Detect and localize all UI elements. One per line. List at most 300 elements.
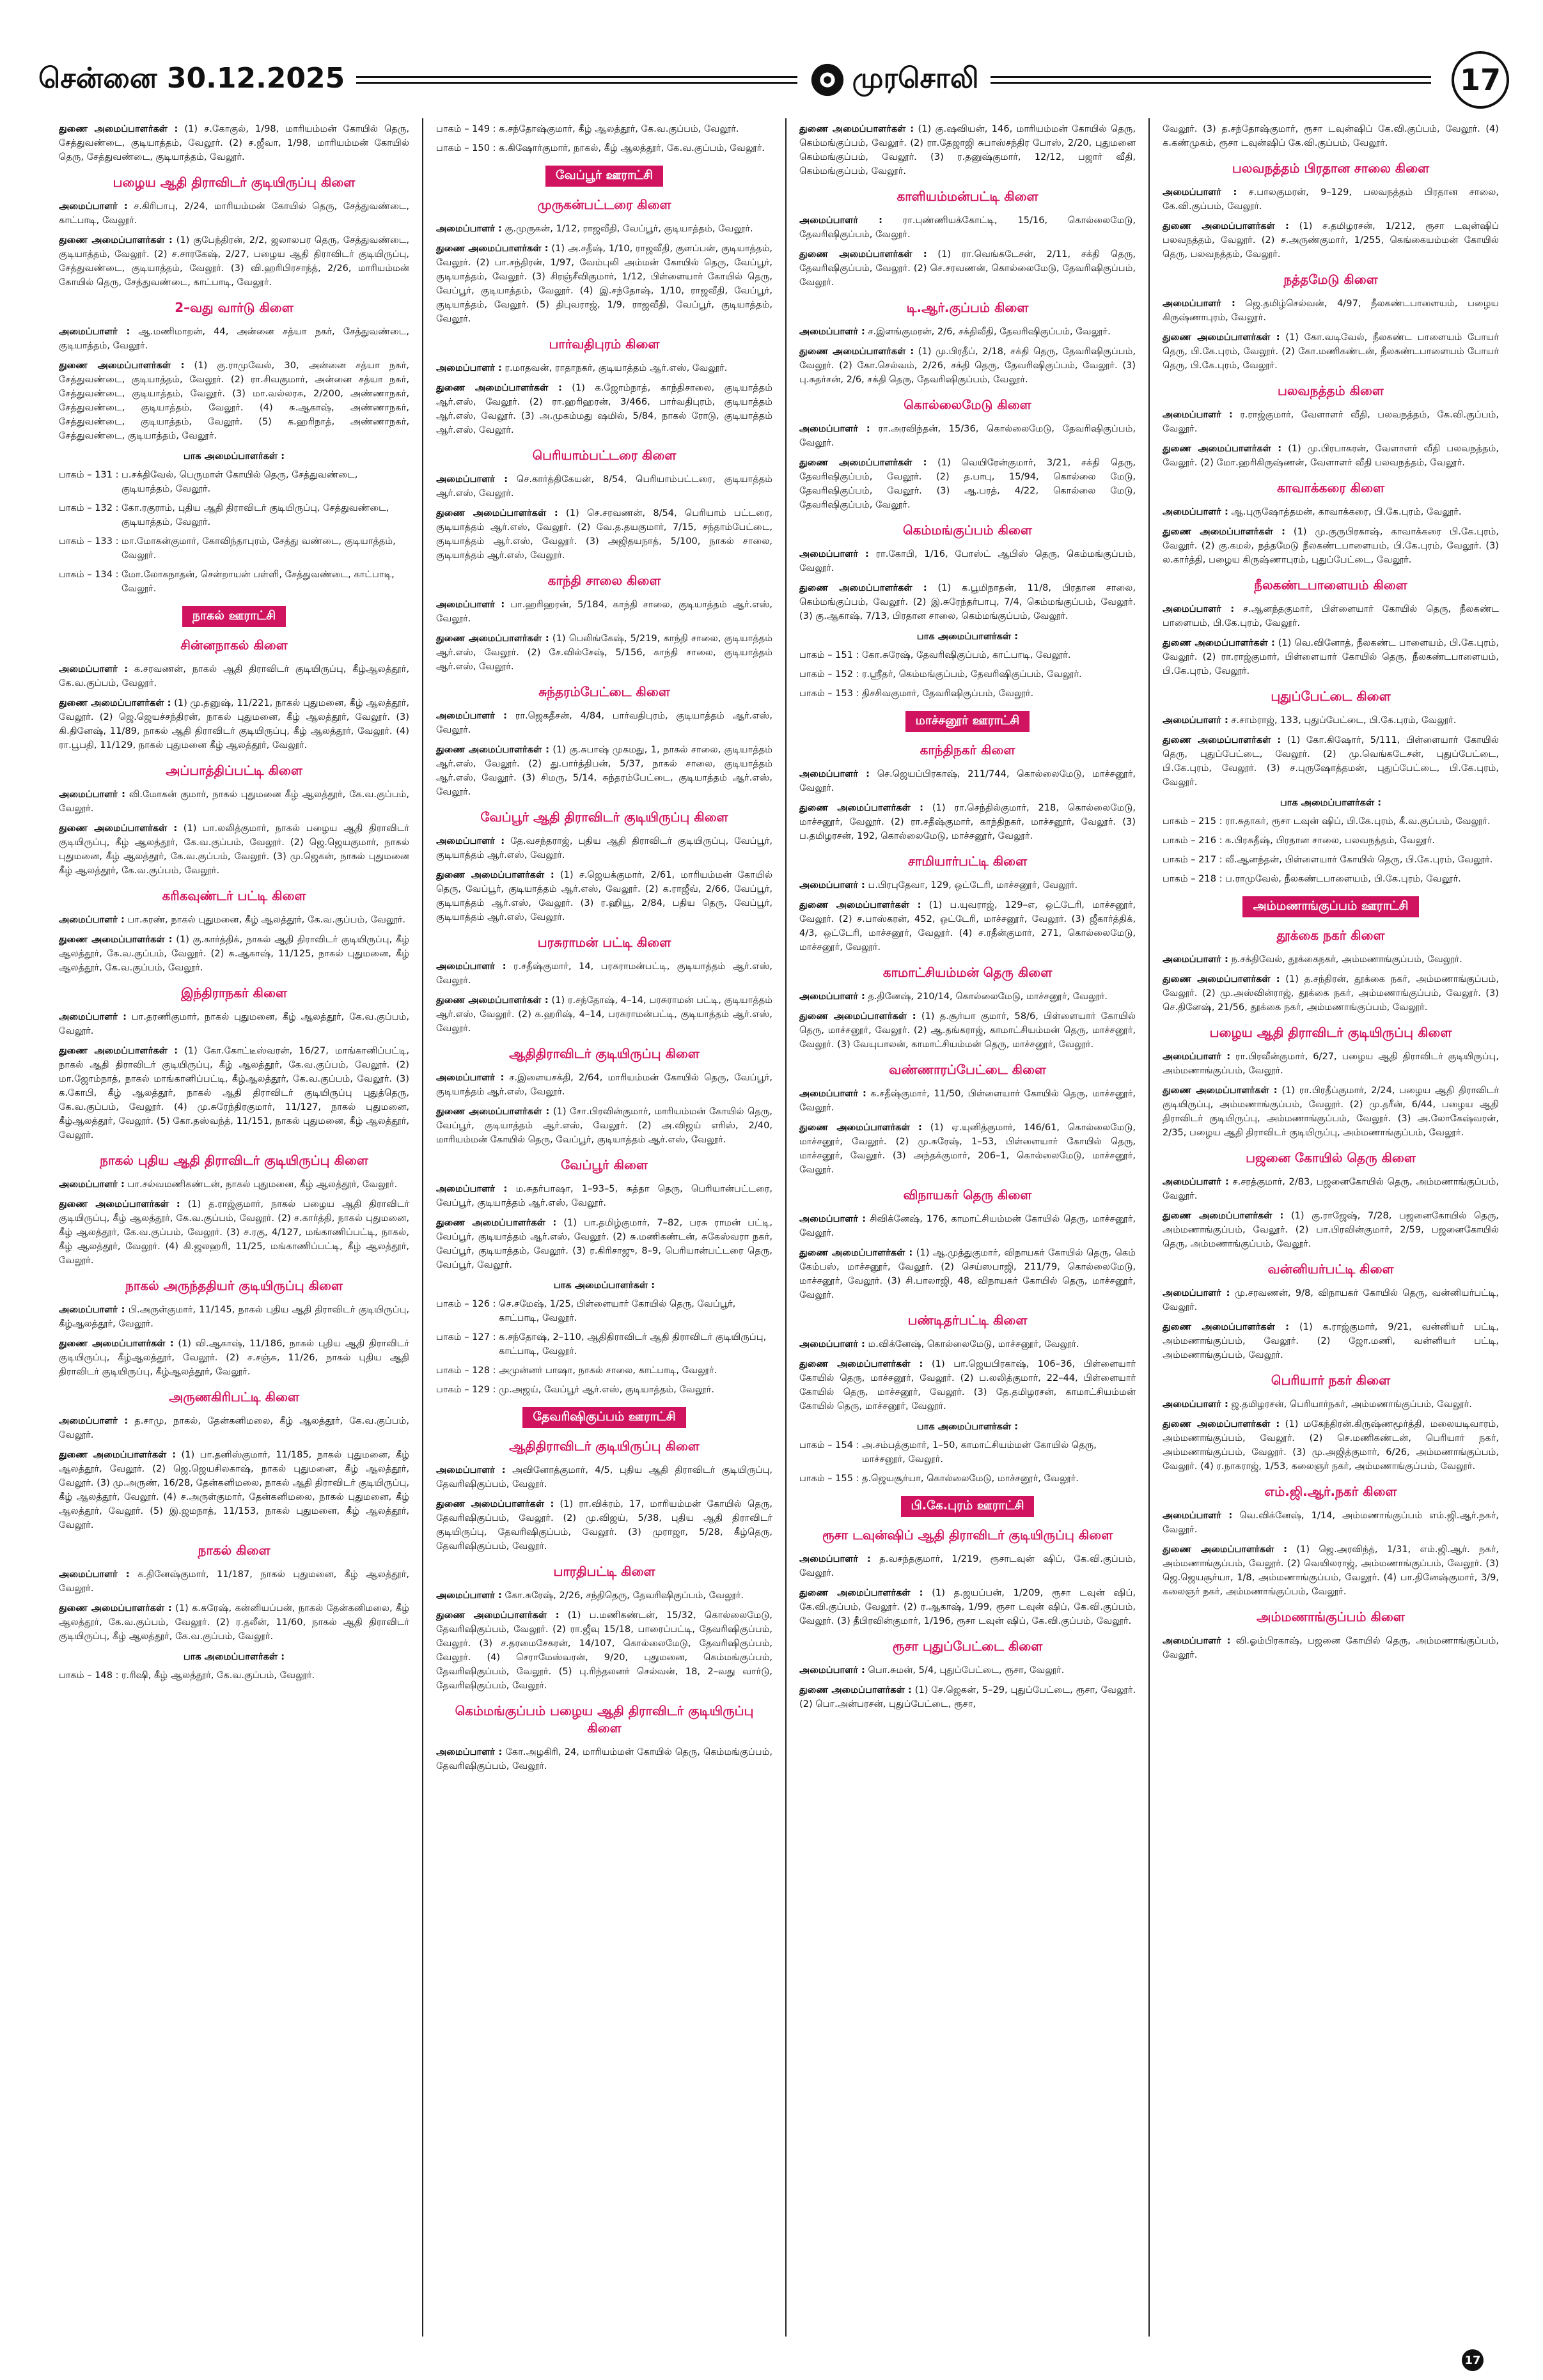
branch-heading: பழைய ஆதி திராவிடர் குடியிருப்பு கிளை xyxy=(113,175,356,190)
booth-label: பாகம் – 151 : xyxy=(799,649,859,660)
member-entry xyxy=(1163,505,1499,519)
section-subheading: பாக அமைப்பாளர்கள் : xyxy=(916,1421,1019,1432)
role-label: அமைப்பாளர் : xyxy=(799,1553,871,1564)
masthead-rule-right xyxy=(991,76,1431,84)
member-entry xyxy=(1163,185,1499,214)
member-details: பா.கரண், நாகல் புதுமனை, கீழ் ஆலத்தூர், கே.வ.குப்பம், வேலூர். xyxy=(127,914,405,925)
booth-details: அமுன்னர் பாஷா, நாகல் சாலை, காட்பாடி, வேலூர். xyxy=(499,1365,717,1376)
member-entry xyxy=(436,709,772,737)
member-details: ச.இளையசக்தி, 2/64, மாரியம்மன் கோயில் தெரு, வேப்பூர், குடியாத்தம் ஆர்.எஸ், வேலூர். xyxy=(436,1072,773,1097)
member-entry xyxy=(436,1497,772,1553)
member-details: ர.ராஜ்குமார், வேளாளர் வீதி, பலவநத்தம், கே.வி.குப்பம், வேலூர். xyxy=(1163,409,1500,434)
role-label: அமைப்பாளர் : xyxy=(799,991,865,1002)
booth-details: மா.மோகன்குமார், கோவிந்தாபுரம், சேத்து வண்டை, குடியாத்தம், வேலூர். xyxy=(121,536,396,561)
booth-details: மு.அஜய், வேப்பூர் ஆர்.எஸ், குடியாத்தம், வேலூர். xyxy=(499,1384,714,1395)
booth-details: வீ.ஆனந்தன், பிள்ளையார் கோயில் தெரு, பி.கே.புரம், வேலூர். xyxy=(1225,854,1493,865)
member-details: (1) மகேந்திரன்.கிருஷ்ணமூர்த்தி, மலையடிவாரம், அம்மணாங்குப்பம், வேலூர். (2) செ.மணிகண்டன், பெரியார் நகர், அம்மணாங்குப்பம், வேலூர். (3) மு.அஜித்குமார், 6/26, அம்மணாங்குப்பம், வேலூர். (4) ர.நாகராஜ், 1/53, கலைஞர் நகர், அம்மணாங்குப்பம், வேலூர். xyxy=(1163,1419,1500,1472)
member-details: ஆ.மணிமாறன், 44, அன்னை சத்யா நகர், சேத்துவண்டை, குடியாத்தம், வேலூர். xyxy=(59,326,410,351)
member-details: (1) கு.ராமுவேல், 30, அன்னை சத்யா நகர், சேத்துவண்டை, குடியாத்தம், வேலூர். (2) ரா.சிவகுமார், அன்னை சத்யா நகர், சேத்துவண்டை, குடியாத்தம், வேலூர். (3) மா.வல்லரசு, 2/200, அண்ணாநகர், சேத்துவண்டை, குடியாத்தம், வேலூர். (4) சு.ஆகாஷ், அண்ணாநகர், சேத்துவண்டை, குடியாத்தம், வேலூர். (5) க.ஹரிநாத், அண்ணாநகர், சேத்துவண்டை, குடியாத்தம், வேலூர். xyxy=(59,360,409,441)
booth-entry xyxy=(436,1364,772,1378)
member-details: க.சரவணன், நாகல் ஆதி திராவிடர் குடியிருப்பு, கீழ்ஆலத்தூர், கே.வ.குப்பம், வேலூர். xyxy=(59,664,410,688)
member-details: ர.மாதவன், ராதாநகர், குடியாத்தம் ஆர்.எஸ், வேலூர். xyxy=(505,362,728,373)
booth-entry xyxy=(1163,834,1499,848)
role-label: துணை அமைப்பாளர்கள் : xyxy=(799,899,921,910)
member-details: ப.பிரபுதேவா, 129, ஒட்டேரி, மாச்சனூர், வேலூர். xyxy=(868,880,1078,891)
member-details: (1) ச.ஜெயக்குமார், 2/61, மாரியம்மன் கோயில் தெரு, வேப்பூர், குடியாத்தம் ஆர்.எஸ், வேலூர். (2) க.ராஜீவ், 2/66, வேப்பூர், குடியாத்தம் ஆர்.எஸ், வேலூர். (3) ர.ஹியூ, 2/84, பதிய தெரு, வேப்பூர், குடியாத்தம் ஆர்.எஸ், வேலூர். xyxy=(436,869,773,922)
panchayat-banner xyxy=(1163,896,1499,917)
role-label: துணை அமைப்பாளர்கள் : xyxy=(799,1011,916,1022)
role-label: துணை அமைப்பாளர்கள் : xyxy=(1163,1544,1287,1555)
member-entry xyxy=(59,913,409,927)
role-label: துணை அமைப்பாளர்கள் : xyxy=(799,1247,913,1258)
role-label: அமைப்பாளர் : xyxy=(59,1011,127,1022)
section-subheading: பாக அமைப்பாளர்கள் : xyxy=(916,631,1019,642)
member-entry xyxy=(799,1337,1136,1351)
booth-label: பாகம் – 215 : xyxy=(1163,816,1223,827)
branch-heading: சாமியார்பட்டி கிளை xyxy=(907,853,1028,869)
member-entry xyxy=(1163,331,1499,373)
booth-entry xyxy=(59,501,409,529)
member-details: ந.சக்திவேல், தூக்கைநகர், அம்மணாங்குப்பம், வேலூர். xyxy=(1231,954,1462,965)
member-entry xyxy=(1163,713,1499,727)
booth-entry xyxy=(436,122,772,136)
role-label: அமைப்பாளர் : xyxy=(799,215,882,226)
member-entry xyxy=(1163,122,1499,150)
member-entry xyxy=(59,1178,409,1192)
member-entry xyxy=(436,1105,772,1147)
role-label: அமைப்பாளர் : xyxy=(799,1665,865,1676)
member-entry xyxy=(1163,297,1499,325)
role-label: அமைப்பாளர் : xyxy=(1163,1176,1229,1187)
booth-details: க.சந்தோஷ்குமார், கீழ் ஆலத்தூர், கே.வ.குப்பம், வேலூர். xyxy=(499,123,739,134)
role-label: அமைப்பாளர் : xyxy=(436,710,507,721)
booth-entry xyxy=(1163,853,1499,867)
paper-name: முரசொலி xyxy=(852,61,979,95)
section-subheading: பாக அமைப்பாளர்கள் : xyxy=(1280,797,1382,808)
member-entry xyxy=(59,199,409,228)
panchayat-banner xyxy=(799,1496,1136,1517)
role-label: துணை அமைப்பாளர்கள் : xyxy=(59,1338,174,1349)
member-entry xyxy=(436,960,772,988)
member-entry xyxy=(59,1601,409,1644)
role-label: அமைப்பாளர் : xyxy=(1163,715,1228,726)
branch-heading: பார்வதிபுரம் கிளை xyxy=(549,336,660,352)
branch-heading: புதுப்பேட்டை கிளை xyxy=(1271,688,1391,704)
role-label: துணை அமைப்பாளர்கள் : xyxy=(799,802,923,813)
member-entry xyxy=(436,222,772,236)
member-details: ஜெ.தமிழ்செல்வன், 4/97, நீலகண்டபாளையம், பழைய கிருஷ்ணாபுரம், வேலூர். xyxy=(1163,298,1499,323)
role-label: துணை அமைப்பாளர்கள் : xyxy=(1163,974,1280,984)
branch-heading: சின்னநாகல் கிளை xyxy=(180,637,288,653)
booth-label: பாகம் – 150 : xyxy=(436,143,496,153)
member-details: (1) பா.தனிஸ்குமார், 11/185, நாகல் புதுமனை, கீழ் ஆலத்தூர், வேலூர். (2) ஜெ.ஜெயசிலகாஷ், நாகல் புதுமனை, கீழ் ஆலத்தூர், வேலூர். (3) மு.அருண், 16/28, தேன்கனிமலை, நாகல் ஆதி திராவிடர் குடியிருப்பு, கீழ் ஆலத்தூர், வேலூர். (4) ச.அருள்குமார், தேன்கனிமலை, நாகல் புதுமனை, கீழ் ஆலத்தூர், வேலூர். (5) இ.ஜமநாத், 11/153, நாகல் புதுமனை, கீழ் ஆலத்தூர், வேலூர். xyxy=(59,1449,409,1530)
branch-heading: ஆதிதிராவிடர் குடியிருப்பு கிளை xyxy=(509,1046,700,1061)
role-label: துணை அமைப்பாளர்கள் : xyxy=(436,1106,550,1117)
member-entry xyxy=(799,547,1136,575)
role-label: துணை அமைப்பாளர்கள் : xyxy=(436,1217,557,1228)
member-entry xyxy=(436,598,772,626)
role-label: துணை அமைப்பாளர்கள் : xyxy=(799,249,927,260)
role-label: துணை அமைப்பாளர்கள் : xyxy=(59,235,173,245)
role-label: அமைப்பாளர் : xyxy=(1163,1287,1230,1298)
article-columns xyxy=(59,118,1512,2337)
member-entry xyxy=(436,242,772,326)
branch-heading: பாரதிபட்டி கிளை xyxy=(553,1564,655,1579)
branch-heading: முருகன்பட்டரை கிளை xyxy=(537,197,671,212)
role-label: துணை அமைப்பாளர்கள் : xyxy=(436,243,549,254)
member-details: (1) கு.ஷவியன், 146, மாரியம்மன் கோயில் தெரு, கெம்மங்குப்பம், வேலூர். (2) ரா.தேஜாஜி சுபாஸ்சந்திர போஸ், 2/20, புதுமனை கெம்மங்குப்பம், வேலூர். (3) ர.தனுஷ்குமார், 12/12, பஜார் வீதி, கெம்மங்குப்பம், வேலூர். xyxy=(799,123,1136,176)
member-entry xyxy=(59,1197,409,1268)
role-label: துணை அமைப்பாளர்கள் : xyxy=(436,995,549,1006)
member-details: (1) கோ.கோட்டீஸ்வரன், 16/27, மாங்கானிப்பட்டி, நாகல் ஆதி திராவிடர் குடியிருப்பு, கீழ் ஆலத்தூர், கே.வ.குப்பம், வேலூர். (2) மா.ஜோம்நாத், நாகல் மாங்கானிப்பட்டி, கீழ்ஆலத்தூர், கே.வ.குப்பம், வேலூர். (3) க.கோபி, கீழ் ஆலத்தூர், நாகல் ஆதி திராவிடர் குடியிருப்பு புதுத்தெரு, கே.வ.குப்பம், வேலூர். (4) மு.சுரேந்திரகுமார், 11/127, நாகல் புதுமனை, கீழ்ஆலத்தூர், வேலூர். (5) கோ.தஸ்வந்த், 11/151, நாகல் புதுமனை, கீழ் ஆலத்தூர், வேலூர். xyxy=(59,1045,409,1140)
branch-heading: பலவநத்தம் கிளை xyxy=(1278,383,1384,398)
footer-page-number: 17 xyxy=(1462,2349,1484,2371)
masthead-rule xyxy=(356,76,797,84)
booth-entry xyxy=(59,468,409,496)
booth-details: செ.சமேஷ், 1/25, பிள்ளையார் கோயில் தெரு, வேப்பூர், காட்பாடி, வேலூர். xyxy=(499,1298,736,1323)
role-label: துணை அமைப்பாளர்கள் : xyxy=(799,1587,923,1598)
branch-heading: காவாக்கரை கிளை xyxy=(1277,480,1384,495)
booth-details: ர.ஸ்ரீதர், கெம்மங்குப்பம், தேவரிஷிகுப்பம், வேலூர். xyxy=(862,669,1082,680)
booth-entry xyxy=(436,141,772,155)
role-label: அமைப்பாளர் : xyxy=(436,1072,505,1083)
member-entry xyxy=(799,767,1136,795)
member-details: வி.ஓம்பிரகாஷ், பஜனை கோயில் தெரு, அம்மணாங்குப்பம், வேலூர். xyxy=(1163,1635,1500,1660)
member-details: (1) பா.ஜெயபிரகாஷ், 106–36, பிள்ளையார் கோயில் தெரு, மாச்சனூர், வேலூர். (2) ப.லலித்குமார், 22–44, பிள்ளையார் கோயில் தெரு, மாச்சனூர், வேலூர். (3) தே.தமிழரசன், காமாட்சியம்மன் கோயில் தெரு, மாச்சனூர், வேலூர். xyxy=(799,1358,1136,1412)
role-label: துணை அமைப்பாளர்கள் : xyxy=(59,360,185,371)
role-label: அமைப்பாளர் : xyxy=(799,423,870,434)
member-details: (1) ப.மணிகண்டன், 15/32, கொல்லைமேடு, தேவரிஷிகுப்பம், வேலூர். (2) ரா.ஜீவு 15/18, பாரைப்பட்டி, தேவரிஷிகுப்பம், வேலூர். (3) ச.தரமைசேகரன், 14/107, கொல்லைமேடு, தேவரிஷிகுப்பம், வேலூர். (4) செராமேஸ்வரன், 9/20, புதுமனை, கெம்மங்குப்பம், தேவரிஷிகுப்பம், வேலூர். (5) பு.ரிந்தலனர் செல்வன், 18, 2–வது வார்டு, தேவரிஷிகுப்பம், வேலூர். xyxy=(436,1610,773,1691)
role-label: அமைப்பாளர் : xyxy=(59,1304,125,1315)
member-details: ச.கிரிபாபு, 2/24, மாரியம்மன் கோயில் தெரு, சேத்துவண்டை, காட்பாடி, வேலூர். xyxy=(59,201,410,226)
role-label: துணை அமைப்பாளர்கள் : xyxy=(799,1122,922,1133)
role-label: அமைப்பாளர் : xyxy=(1163,603,1235,614)
branch-heading: தூக்கை நகர் கிளை xyxy=(1276,928,1385,943)
member-details: (1) த.ஜயப்பன், 1/209, ரூசா டவுன் ஷிப், கே.வி.குப்பம், வேலூர். (2) ர.ஆகாஷ், 1/99, ரூசா டவுன் ஷிப், கே.வி.குப்பம், வேலூர். (3) தீபிரவின்குமார், 1/196, ரூசா டவுன் ஷிப், கே.வி.குப்பம், வேலூர். xyxy=(799,1587,1136,1626)
member-entry xyxy=(799,247,1136,290)
member-details: ரா.ஜெகதீசன், 4/84, பார்வதிபுரம், குடியாத்தம் ஆர்.எஸ், வேலூர். xyxy=(436,710,773,735)
member-details: க.சதீஷ்குமார், 11/50, பிள்ளையார் கோயில் தெரு, மாச்சனூர், வேலூர். xyxy=(799,1088,1136,1113)
member-details: (1) ரா.விக்ரம், 17, மாரியம்மன் கோயில் தெரு, தேவரிஷிகுப்பம், வேலூர். (2) மு.விஜய், 5/38, புதிய ஆதி திராவிடர் குடியிருப்பு, தேவரிஷிகுப்பம், வேலூர். (3) முராஜா, 5/28, கீழ்தெரு, தேவரிஷிகுப்பம், வேலூர். xyxy=(436,1498,773,1552)
branch-heading: பலவநத்தம் பிரதான சாலை கிளை xyxy=(1232,160,1430,176)
booth-entry xyxy=(436,1383,772,1397)
member-entry xyxy=(1163,408,1499,436)
role-label: அமைப்பாளர் : xyxy=(436,362,502,373)
role-label: அமைப்பாளர் : xyxy=(1163,409,1233,420)
member-entry xyxy=(799,581,1136,623)
section-subheading: பாக அமைப்பாளர்கள் : xyxy=(553,1280,655,1291)
booth-entry xyxy=(799,667,1136,681)
role-label: துணை அமைப்பாளர்கள் : xyxy=(436,633,549,644)
panchayat-banner xyxy=(436,1407,772,1428)
role-label: துணை அமைப்பாளர்கள் : xyxy=(59,1045,178,1056)
role-label: துணை அமைப்பாளர்கள் : xyxy=(59,123,178,134)
role-label: அமைப்பாளர் : xyxy=(59,326,130,337)
booth-entry xyxy=(59,1668,409,1683)
member-entry xyxy=(1163,1084,1499,1140)
role-label: துணை அமைப்பாளர்கள் : xyxy=(436,1610,560,1621)
booth-details: க.பிரசுதீஷ், பிரதான சாலை, பலவநத்தம், வேலூர். xyxy=(1225,835,1435,846)
booth-label: பாகம் – 154 : xyxy=(799,1440,859,1451)
member-entry xyxy=(799,990,1136,1004)
panchayat-banner xyxy=(436,166,772,187)
role-label: துணை அமைப்பாளர்கள் : xyxy=(1163,1085,1278,1096)
member-details: பா.ஹரிஹரன், 5/184, காந்தி சாலை, குடியாத்தம் ஆர்.எஸ், வேலூர். xyxy=(436,599,773,624)
member-entry xyxy=(799,422,1136,450)
booth-details: அ.சம்பத்குமார், 1–50, காமாட்சியம்மன் கோயில் தெரு, மாச்சனூர், வேலூர். xyxy=(862,1440,1097,1465)
member-entry xyxy=(59,122,409,164)
branch-heading: ரூசா டவுன்ஷிப் ஆதி திராவிடர் குடியிருப்பு கிளை xyxy=(822,1527,1113,1543)
branch-heading: அருணகிரிபட்டி கிளை xyxy=(168,1389,300,1404)
branch-heading: பண்டிதர்பட்டி கிளை xyxy=(907,1312,1028,1328)
member-details: (1) ச.கோகுல், 1/98, மாரியம்மன் கோயில் தெரு, சேத்துவண்டை, குடியாத்தம், வேலூர். (2) ச.ஜீவா, 1/98, மாரியம்மன் கோயில் தெரு, சேத்துவண்டை, குடியாத்தம், வேலூர். xyxy=(59,123,410,162)
section-subheading: பாக அமைப்பாளர்கள் : xyxy=(183,1651,285,1662)
member-entry xyxy=(1163,602,1499,630)
member-entry xyxy=(799,898,1136,954)
role-label: அமைப்பாளர் : xyxy=(1163,954,1228,965)
member-entry xyxy=(59,1448,409,1532)
booth-label: பாகம் – 133 : xyxy=(59,536,119,547)
member-details: பா.சல்வமணிகண்டன், நாகல் புதுமனை, கீழ் ஆலத்தூர், வேலூர். xyxy=(127,1179,398,1190)
member-entry xyxy=(436,1589,772,1603)
member-entry xyxy=(1163,1175,1499,1203)
booth-label: பாகம் – 131 : xyxy=(59,469,119,480)
member-entry xyxy=(799,456,1136,512)
member-details: செ.ஜெயப்பிரகாஷ், 211/744, கொல்லைமேடு, மாச்சனூர், வேலூர். xyxy=(799,768,1136,793)
role-label: துணை அமைப்பாளர்கள் : xyxy=(59,1449,176,1460)
role-label: துணை அமைப்பாளர்கள் : xyxy=(59,697,171,708)
member-entry xyxy=(436,1463,772,1491)
member-details: (1) க.ராஜ்குமார், 9/21, வன்னியர் பட்டி, அம்மணாங்குப்பம், வேலூர். (2) ஜோ.மணி, வன்னியர் பட்டி, அம்மணாங்குப்பம், வேலூர். xyxy=(1163,1321,1500,1360)
member-entry xyxy=(59,696,409,752)
member-entry xyxy=(436,632,772,674)
member-details: (1) ர.சந்தோஷ், 4–14, பரசுராமன் பட்டி, குடியாத்தம் ஆர்.எஸ், வேலூர். (2) க.ஹரிஷ், 4–14, பரசுராமன்பட்டி, குடியாத்தம் ஆர்.எஸ், வேலூர். xyxy=(436,995,773,1034)
member-details: (1) க.பூமிநாதன், 11/8, பிரதான சாலை, கெம்மங்குப்பம், வேலூர். (2) இ.சுரேந்தர்பாபு, 7/4, கெம்மங்குப்பம், வேலூர். (3) கு.ஆகாஷ், 7/13, பிரதான சாலை, கெம்மங்குப்பம், வேலூர். xyxy=(799,582,1136,621)
branch-heading: அம்மணாங்குப்பம் கிளை xyxy=(1257,1609,1405,1624)
branch-heading: பஜனை கோயில் தெரு கிளை xyxy=(1246,1150,1416,1165)
booth-label: பாகம் – 218 : xyxy=(1163,873,1223,884)
member-details: (1) அ.சதீஷ், 1/10, ராஜவீதி, குளப்பன், குடியாத்தம், வேலூர். (2) பா.சந்திரன், 1/97, வேம்புலி அம்மன் கோயில் தெரு, வேப்பூர், குடியாத்தம், வேலூர். (3) சிரஞ்சீவிகுமார், 1/12, பிள்ளையார் கோயில் தெரு, வேப்பூர், குடியாத்தம், வேலூர். (4) இ.சந்தோஷ், 1/10, ராஜவீதி, வேப்பூர், குடியாத்தம், வேலூர். (5) திபுவராஜ், 1/9, ராஜவீதி, வேப்பூர், குடியாத்தம், வேலூர். xyxy=(436,243,773,324)
role-label: அமைப்பாளர் : xyxy=(1163,1051,1231,1062)
member-details: பொ.சுமன், 5/4, புதுப்பேட்டை, ரூசா, வேலூர். xyxy=(868,1665,1065,1676)
sun-emblem-icon xyxy=(809,61,846,98)
booth-entry xyxy=(59,568,409,596)
member-details: வெ.விக்னேஷ், 1/14, அம்மணாங்குப்பம் எம்.ஜி.ஆர்.நகர், வேலூர். xyxy=(1163,1510,1500,1535)
role-label: அமைப்பாளர் : xyxy=(799,880,865,891)
member-details: (1) த.சூர்யா குமார், 58/6, பிள்ளையார் கோயில் தெரு, மாச்சனூர், வேலூர். (2) ஆ.தங்கராஜ், காமாட்சியம்மன் தெரு, மாச்சனூர், வேலூர். (3) வேயுபாலன், காமாட்சியம்மன் தெரு, மாச்சனூர், வேலூர். xyxy=(799,1011,1136,1050)
booth-entry xyxy=(799,1438,1136,1466)
page-number: 17 xyxy=(1452,51,1509,109)
member-entry xyxy=(1163,1417,1499,1474)
member-details: அவினோத்குமார், 4/5, புதிய ஆதி திராவிடர் குடியிருப்பு, தேவரிஷிகுப்பம், வேலூர். xyxy=(436,1465,773,1489)
member-entry xyxy=(1163,1320,1499,1362)
member-details: (1) பெலிங்கேஷ், 5/219, காந்தி சாலை, குடியாத்தம் ஆர்.எஸ், வேலூர். (2) சே.வில்சேஷ், 5/156, காந்தி சாலை, குடியாத்தம் ஆர்.எஸ், வேலூர். xyxy=(436,633,772,672)
role-label: அமைப்பாளர் : xyxy=(59,664,129,674)
member-details: கோ.சுரேஷ், 2/26, சந்திதெரு, தேவரிஷிகுப்பம், வேலூர். xyxy=(505,1590,744,1601)
member-details: கோ.அழகிரி, 24, மாரியம்மன் கோயில் தெரு, கெம்மங்குப்பம், தேவரிஷிகுப்பம், வேலூர். xyxy=(436,1746,773,1771)
member-entry xyxy=(799,325,1136,339)
member-entry xyxy=(1163,636,1499,678)
booth-entry xyxy=(799,648,1136,662)
booth-entry xyxy=(436,1330,772,1358)
role-label: அமைப்பாளர் : xyxy=(799,548,869,559)
role-label: துணை அமைப்பாளர்கள் : xyxy=(799,457,927,468)
member-entry xyxy=(436,993,772,1036)
member-entry xyxy=(59,359,409,443)
role-label: அமைப்பாளர் : xyxy=(1163,187,1237,198)
member-entry xyxy=(59,325,409,353)
member-entry xyxy=(799,1009,1136,1052)
branch-heading: பெரியாம்பட்டரை கிளை xyxy=(532,447,677,463)
member-entry xyxy=(1163,1509,1499,1537)
booth-details: த.ஜெயசூர்யா, கொல்லைமேடு, மாச்சனூர், வேலூர். xyxy=(862,1473,1079,1484)
member-details: (1) ஜெ.அரவிந்த், 1/31, எம்.ஜி.ஆர். நகர், அம்மணாங்குப்பம், வேலூர். (2) வெயிலராஜ், அம்மணாங்குப்பம், வேலூர். (3) ஜெ.ஜெயசூர்யா, 1/8, அம்மணாங்குப்பம், வேலூர். (4) பா.தினேஷ்குமார், 3/9, கலைஞர் நகர், அம்மணாங்குப்பம், வேலூர். xyxy=(1163,1544,1500,1597)
booth-entry xyxy=(1163,872,1499,886)
member-details: (1) ரா.வெங்கடேசன், 2/11, சக்தி தெரு, தேவரிஷிகுப்பம், வேலூர். (2) செ.சரவணன், கொல்லைமேடு, தேவரிஷிகுப்பம், வேலூர். xyxy=(799,249,1136,288)
member-entry xyxy=(436,1608,772,1693)
member-details: (1) கோ.கிஷோர், 5/111, பிள்ளையார் கோயில் தெரு, புதுப்பேட்டை, வேலூர். (2) மு.வெங்கடேசன், புதுப்பேட்டை, பி.கே.புரம், வேலூர். (3) ச.புருஷோத்தமன், புதுப்பேட்டை, பி.கே.புரம், வேலூர். xyxy=(1163,735,1500,788)
branch-heading: வேப்பூர் ஆதி திராவிடர் குடியிருப்பு கிளை xyxy=(480,809,728,825)
role-label: துணை அமைப்பாளர்கள் : xyxy=(436,1498,554,1509)
member-entry xyxy=(799,1683,1136,1711)
edition-date: சென்னை 30.12.2025 xyxy=(38,61,345,95)
member-details: ரா.கோபி, 1/16, போஸ்ட் ஆபிஸ் தெரு, கெம்மங்குப்பம், வேலூர். xyxy=(799,548,1136,573)
member-entry xyxy=(1163,1543,1499,1599)
branch-heading: பெரியார் நகர் கிளை xyxy=(1271,1373,1391,1388)
booth-entry xyxy=(59,534,409,563)
member-details: சிவிக்னேஷ், 176, காமாட்சியம்மன் கோயில் தெரு, மாச்சனூர், வேலூர். xyxy=(799,1213,1136,1238)
member-details: (1) சோ.பிரவின்குமார், மாரியம்மன் கோயில் தெரு, வேப்பூர், குடியாத்தம் ஆர்.எஸ், வேலூர். (2) அ.விஜய் எரிஸ், 2/40, மாரியம்மன் கோயில் தெரு, வேப்பூர், குடியாத்தம் ஆர்.எஸ், வேலூர். xyxy=(436,1106,773,1145)
branch-heading: காமாட்சியம்மன் தெரு கிளை xyxy=(882,965,1053,980)
member-details: (1) பா.லலித்குமார், நாகல் பழைய ஆதி திராவிடர் குடியிருப்பு, கீழ் ஆலத்தூர், கே.வ.குப்பம், வேலூர். (2) ஜெ.ஜெயகுமார், நாகல் புதுமனை, கீழ் ஆலத்தூர், கே.வ.குப்பம், வேலூர். (3) மு.ஜெகன், நாகல் புதுமனை கீழ் ஆலத்தூர், கே.வ.குப்பம், வேலூர். xyxy=(59,823,410,876)
column-2 xyxy=(422,118,785,2337)
member-entry xyxy=(1163,1634,1499,1662)
role-label: துணை அமைப்பாளர்கள் : xyxy=(1163,735,1281,745)
panchayat-banner-label: அம்மணாங்குப்பம் ஊராட்சி xyxy=(1242,896,1418,917)
member-details: செ.கார்த்திகேயன், 8/54, பெரியாம்பட்டரை, குடியாத்தம் ஆர்.எஸ், வேலூர். xyxy=(436,474,773,499)
branch-heading: ரூசா புதுப்பேட்டை கிளை xyxy=(892,1638,1043,1654)
booth-label: பாகம் – 134 : xyxy=(59,569,119,580)
masthead xyxy=(38,45,1509,115)
member-details: (1) கு.ராஜேஷ், 7/28, பஜனைகோயில் தெரு, அம்மணாங்குப்பம், வேலூர். (2) பா.பிரவின்குமார், 2/59, பஜனைகோயில் தெரு, அம்மணாங்குப்பம், வேலூர். xyxy=(1163,1210,1499,1249)
member-entry xyxy=(436,1216,772,1272)
member-entry xyxy=(1163,1209,1499,1251)
panchayat-banner xyxy=(59,606,409,627)
member-entry xyxy=(436,868,772,924)
member-entry xyxy=(59,1414,409,1442)
member-entry xyxy=(799,1552,1136,1580)
branch-heading: நத்தமேடு கிளை xyxy=(1283,272,1378,287)
panchayat-banner-label: தேவரிஷிகுப்பம் ஊராட்சி xyxy=(522,1407,685,1428)
branch-heading: 2–வது வார்டு கிளை xyxy=(175,300,294,315)
role-label: அமைப்பாளர் : xyxy=(59,201,128,212)
role-label: அமைப்பாளர் : xyxy=(1163,1635,1231,1646)
member-entry xyxy=(436,1182,772,1210)
member-entry xyxy=(799,1212,1136,1240)
member-entry xyxy=(59,233,409,290)
member-entry xyxy=(1163,442,1499,470)
role-label: அமைப்பாளர் : xyxy=(59,1415,129,1426)
member-entry xyxy=(1163,219,1499,261)
booth-label: பாகம் – 127 : xyxy=(436,1332,496,1342)
member-details: ரா.புண்ணியக்கோட்டி, 15/16, கொல்லைமேடு, தேவரிஷிகுப்பம், வேலூர். xyxy=(799,215,1136,240)
role-label: அமைப்பாளர் : xyxy=(799,768,870,779)
booth-details: ப.ராமுவேல், நீலகண்டபாளையம், பி.கே.புரம், வேலூர். xyxy=(1225,873,1461,884)
role-label: அமைப்பாளர் : xyxy=(59,789,125,800)
role-label: அமைப்பாளர் : xyxy=(436,474,508,485)
booth-label: பாகம் – 129 : xyxy=(436,1384,496,1395)
member-details: (1) ப.யுவராஜ், 129–எ, ஒட்டேரி, மாச்சனூர், வேலூர். (2) ச.பாஸ்கரன், 452, ஒட்டேரி, மாச்சனூர், வேலூர். (3) ஜீகார்த்திக், 4/3, ஒட்டேரி, மாச்சனூர், வேலூர். (4) ச.ரதீன்குமார், 271, கொல்லைமேடு, மாச்சனூர், வேலூர். xyxy=(799,899,1136,953)
member-details: (1) சே.ஜெகன், 5–29, புதுப்பேட்டை, ரூசா, வேலூர். (2) பொ.அன்பரசன், புதுப்பேட்டை, ரூசா, xyxy=(799,1684,1136,1709)
member-details: வேலூர். (3) த.சந்தோஷ்குமார், ரூசா டவுன்ஷிப் கே.வி.குப்பம், வேலூர். (4) க.கண்முகம், ரூசா டவுன்ஷிப் கே.வி.குப்பம், வேலூர். xyxy=(1163,123,1499,148)
member-details: (1) கோ.வடிவேல், நீலகண்ட பாளையம் போயர் தெரு, பி.கே.புரம், வேலூர். (2) கோ.மணிகண்டன், நீலகண்டபாளையம் போயர் தெரு, பி.கே.புரம், வேலூர். xyxy=(1163,332,1500,371)
member-entry xyxy=(59,1337,409,1379)
booth-details: கோ.சுரேஷ், தேவரிஷிகுப்பம், காட்பாடி, வேலூர். xyxy=(862,649,1071,660)
role-label: துணை அமைப்பாளர்கள் : xyxy=(1163,443,1282,454)
member-details: ரா.அரவிந்தன், 15/36, கொல்லைமேடு, தேவரிஷிகுப்பம், வேலூர். xyxy=(799,423,1136,448)
branch-heading: கெம்மங்குப்பம் கிளை xyxy=(903,522,1032,538)
member-details: (1) க.ஜோம்நாத், காந்திசாலை, குடியாத்தம் ஆர்.எஸ், வேலூர். (2) ரா.ஹரிஹரன், 3/466, பார்வதிபுரம், குடியாத்தம் ஆர்.எஸ், வேலூர். (3) அ.முகம்மது ஷமில், 5/84, நாகல் ரோடு, குடியாத்தம் ஆர்.எஸ், வேலூர். xyxy=(436,382,772,435)
branch-heading: காந்திநகர் கிளை xyxy=(920,742,1015,758)
booth-details: ரா.சுதாகர், ரூசா டவுன் ஷிப், பி.கே.புரம், கீ.வ.குப்பம், வேலூர். xyxy=(1225,816,1491,827)
branch-heading: அப்பாத்திப்பட்டி கிளை xyxy=(166,763,302,778)
branch-heading: வண்ணாரப்பேட்டை கிளை xyxy=(889,1062,1046,1077)
member-details: (1) ரா.பிரதீப்குமார், 2/24, பழைய ஆதி திராவிடர் குடியிருப்பு, அம்மணாங்குப்பம், வேலூர். (2) மு.தரீன், 6/44, பழைய ஆதி திராவிடர் குடியிருப்பு, அம்மணாங்குப்பம், வேலூர். (3) அ.லோகேஷ்வரன், 2/35, பழைய ஆதி திராவிடர் குடியிருப்பு, அம்மணாங்குப்பம், வேலூர். xyxy=(1163,1085,1500,1138)
role-label: அமைப்பாளர் : xyxy=(436,1746,503,1757)
member-details: (1) கு.சுபாஷ் முகமது, 1, நாகல் சாலை, குடியாத்தம் ஆர்.எஸ், வேலூர். (2) து.பார்த்திபன், 5/37, நாகல் சாலை, குடியாத்தம் ஆர்.எஸ், வேலூர். (3) சிமரு, 5/14, சுந்தரம்பேட்டை, குடியாத்தம் ஆர்.எஸ், வேலூர். xyxy=(436,744,773,797)
member-details: (1) மு.தனுஷ், 11/221, நாகல் புதுமனை, கீழ் ஆலத்தூர், வேலூர். (2) ஜெ.ஜெயச்சந்திரன், நாகல் புதுமனை, கீழ் ஆலத்தூர், வேலூர். (3) கி.தினேஷ், 11/89, நாகல் ஆதி திராவிடர் குடியிருப்பு, கீழ் ஆலத்தூர், வேலூர். (4) ரா.பூபதி, 11/129, நாகல் புதுமனை கீழ் ஆலத்தூர், வேலூர். xyxy=(59,697,409,751)
role-label: அமைப்பாளர் : xyxy=(436,961,506,972)
member-entry xyxy=(799,1586,1136,1628)
role-label: துணை அமைப்பாளர்கள் : xyxy=(59,1603,172,1614)
member-entry xyxy=(799,1246,1136,1302)
column-4 xyxy=(1148,118,1512,2337)
member-details: (1) க.சுரேஷ், கன்னியப்பன், நாகல் தேன்கனிமலை, கீழ் ஆலத்தூர், கே.வ.குப்பம், வேலூர். (2) ர.தலீன், 11/60, நாகல் ஆதி திராவிடர் குடியிருப்பு, கீழ் ஆலத்தூர், கே.வ.குப்பம், வேலூர். xyxy=(59,1603,409,1642)
member-entry xyxy=(59,788,409,816)
role-label: துணை அமைப்பாளர்கள் : xyxy=(1163,1419,1280,1429)
role-label: துணை அமைப்பாளர்கள் : xyxy=(59,823,178,834)
member-details: பி.அருள்குமார், 11/145, நாகல் புதிய ஆதி திராவிடர் குடியிருப்பு, கீழ்ஆலத்தூர், வேலூர். xyxy=(59,1304,410,1329)
booth-details: ப.சக்திவேல், பெருமாள் கோயில் தெரு, சேத்துவண்டை, குடியாத்தம், வேலூர். xyxy=(121,469,358,494)
booth-details: கோ.ரகுராம், புதிய ஆதி திராவிடர் குடியிருப்பு, சேத்துவண்டை, குடியாத்தம், வேலூர். xyxy=(121,502,389,527)
member-details: ஜ.தமிழரசன், பெரியார்நகர், அம்மணாங்குப்பம், வேலூர். xyxy=(1231,1399,1472,1410)
member-entry xyxy=(799,801,1136,843)
member-details: (1) செ.சரவணன், 8/54, பெரியாம் பட்டரை, குடியாத்தம் ஆர்.எஸ், வேலூர். (2) வே.த.தயகுமார், 7/15, சந்தாம்பேட்டை, குடியாத்தம் ஆர்.எஸ், வேலூர். (3) அஜிதயநாத், 5/100, நாகல் சாலை, குடியாத்தம் ஆர்.எஸ், வேலூர். xyxy=(436,508,772,561)
booth-label: பாகம் – 153 : xyxy=(799,688,859,699)
member-entry xyxy=(1163,1286,1499,1314)
member-details: (1) மு.பிரதீப், 2/18, சக்தி தெரு, தேவரிஷிகுப்பம், வேலூர். (2) கோ.செல்வம், 2/26, சக்தி தெரு, தேவரிஷிகுப்பம், வேலூர். (3) பு.சுதர்சன், 2/6, சக்தி தெரு, தேவரிஷிகுப்பம், வேலூர். xyxy=(799,346,1136,385)
role-label: துணை அமைப்பாளர்கள் : xyxy=(436,869,554,880)
role-label: அமைப்பாளர் : xyxy=(436,599,505,610)
member-entry xyxy=(436,506,772,563)
branch-heading: நீலகண்டபாளையம் கிளை xyxy=(1254,577,1407,593)
booth-label: பாகம் – 128 : xyxy=(436,1365,496,1376)
member-entry xyxy=(59,1567,409,1596)
role-label: துணை அமைப்பாளர்கள் : xyxy=(59,1199,180,1209)
member-entry xyxy=(59,1010,409,1038)
member-details: வி.மோகன் குமார், நாகல் புதுமனை கீழ் ஆலத்தூர், கே.வ.குப்பம், வேலூர். xyxy=(59,789,410,814)
panchayat-banner xyxy=(799,711,1136,732)
member-details: ச.சரத்குமார், 2/83, பஜனைகோயில் தெரு, அம்மணாங்குப்பம், வேலூர். xyxy=(1163,1176,1499,1201)
branch-heading: வேப்பூர் கிளை xyxy=(561,1157,648,1172)
role-label: அமைப்பாளர் : xyxy=(1163,298,1235,309)
member-entry xyxy=(59,662,409,690)
member-entry xyxy=(799,1357,1136,1413)
booth-entry xyxy=(799,1472,1136,1486)
member-entry xyxy=(799,1663,1136,1677)
section-subheading: பாக அமைப்பாளர்கள் : xyxy=(183,451,285,462)
member-details: கு.முருகன், 1/12, ராஜவீதி, வேப்பூர், குடியாத்தம், வேலூர். xyxy=(505,223,753,234)
